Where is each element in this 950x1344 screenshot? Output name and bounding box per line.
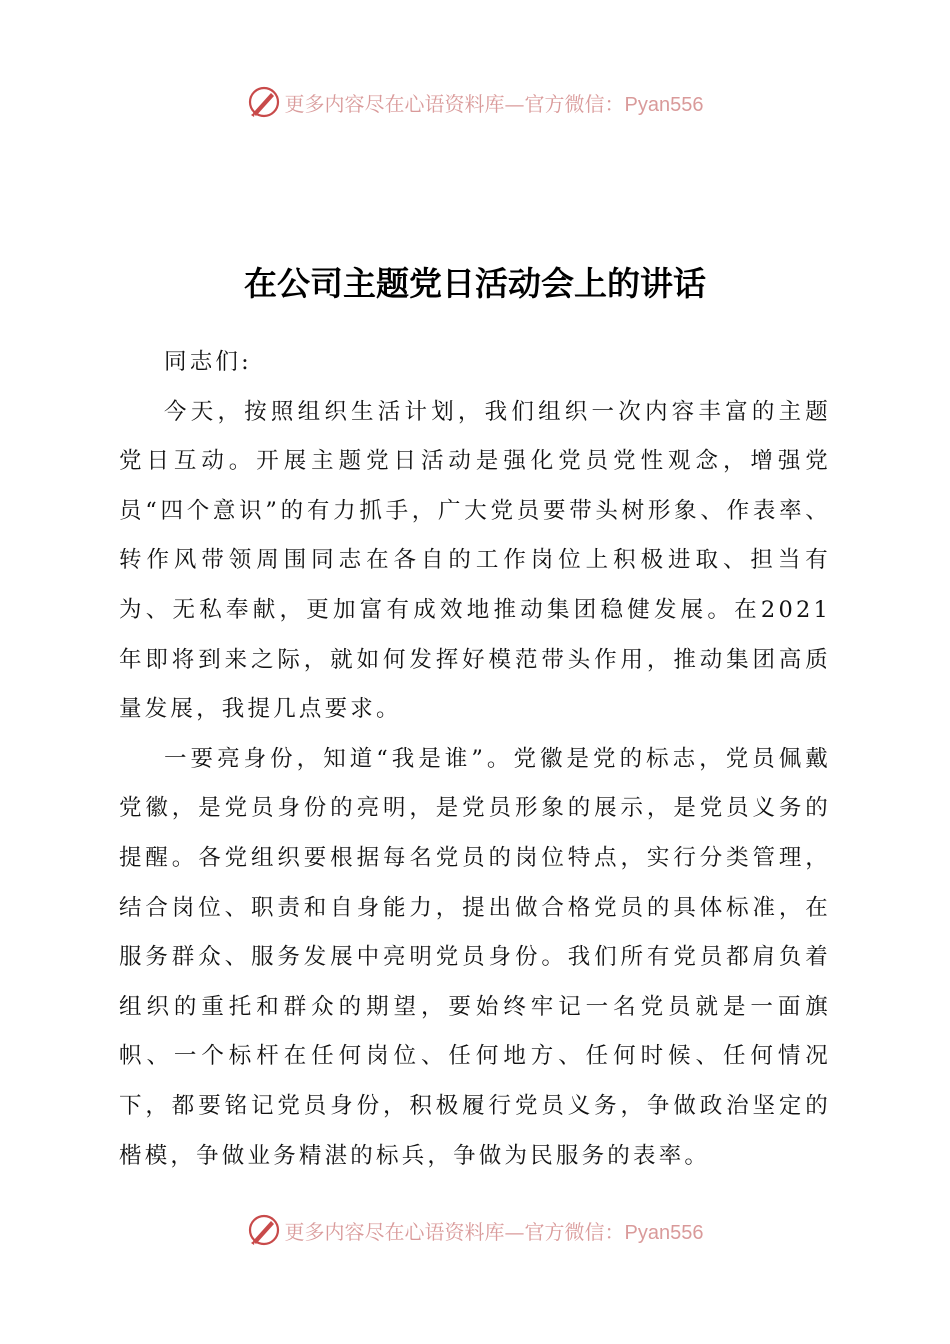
paragraph: 一要亮身份，知道“我是谁”。党徽是党的标志，党员佩戴党徽，是党员身份的亮明，是党员形象的展示，是党员义务的提醒。各党组织要根据每名党员的岗位特点，实行分类管理，结合岗位、职责和自身能力，提出做合格党员的具体标准，在服务群众、服务发展中亮明党员身份。我们所有党员都肩负着组织的重托和群众的期望，要始终牢记一名党员就是一面旗帜、一个标杆在任何岗位、任何地方、任何时候、任何情况下，都要铭记党员身份，积极履行党员义务，争做政治坚定的楷模，争做业务精湛的标兵，争做为民服务的表率。 [119,745,831,1169]
document-body [119,338,831,1181]
wechat-id: Pyan556 [624,93,704,116]
footer-watermark [0,1208,950,1252]
pen-circle-logo-icon [247,1213,281,1247]
pen-circle-logo-icon [247,85,281,119]
document-title: 在公司主题党日活动会上的讲话 [244,264,706,303]
watermark-text: 更多内容尽在心语资料库—官方微信：Pyan556 [284,91,704,116]
paragraph: 今天，按照组织生活计划，我们组织一次内容丰富的主题党日互动。开展主题党日活动是强化党员党性观念，增强党员“四个意识”的有力抓手，广大党员要带头树形象、作表率、转作风带领周围同志在各自的工作岗位上积极进取、担当有为、无私奉献，更加富有成效地推动集团稳健发展。在2021年即将到来之际，就如何发挥好模范带头作用，推动集团高质量发展，我提几点要求。 [119,398,831,723]
salutation: 同志们: [164,349,252,375]
header-watermark [0,80,950,124]
watermark-text: 更多内容尽在心语资料库—官方微信：Pyan556 [284,1219,704,1244]
wechat-id: Pyan556 [624,1221,704,1244]
